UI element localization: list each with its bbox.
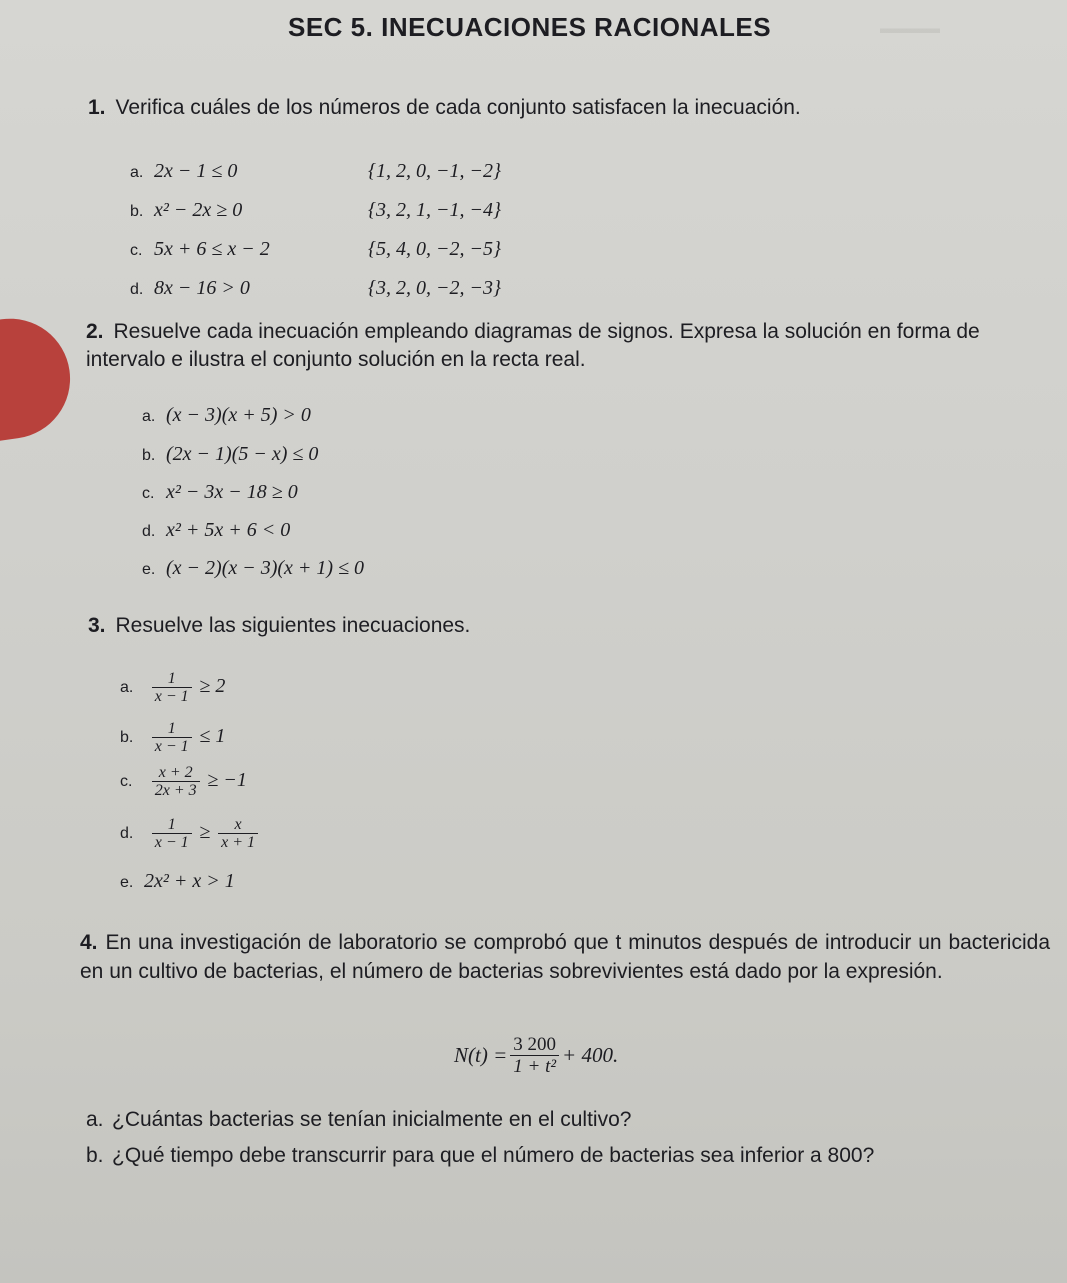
denominator: 2x + 3 [152, 781, 200, 799]
ex2-item-d [142, 519, 290, 542]
fraction [510, 1034, 559, 1077]
exercise-3-heading [88, 612, 470, 640]
ex1-set-b: {3, 2, 1, −1, −4} [368, 199, 501, 221]
red-margin-mark [0, 311, 78, 445]
inequality: (x − 3)(x + 5) > 0 [166, 404, 311, 426]
numerator: x [234, 816, 242, 833]
ex1-set-d: {3, 2, 0, −2, −3} [368, 277, 501, 299]
bacteria-formula [454, 1034, 618, 1077]
item-label: e. [142, 561, 156, 578]
ex2-item-b [142, 443, 318, 466]
ex3-item-e [120, 870, 235, 893]
fraction [152, 670, 192, 705]
fraction [152, 816, 192, 851]
denominator: x − 1 [152, 737, 192, 755]
ex1-item-b [130, 199, 242, 222]
item-label: b. [120, 728, 134, 746]
numerator: 1 [167, 670, 176, 687]
formula-rhs: + 400. [562, 1043, 619, 1067]
exercise-2-heading [86, 318, 1046, 374]
inequality: (2x − 1)(5 − x) ≤ 0 [166, 443, 319, 465]
item-label: c. [142, 485, 155, 502]
ex2-item-e [142, 557, 364, 580]
item-label: e. [120, 874, 134, 891]
exercise-3-number: 3. [88, 614, 106, 637]
ex2-item-a [142, 404, 311, 427]
formula-lhs: N(t) = [454, 1043, 508, 1067]
fraction [152, 764, 200, 799]
inequality-rest: ≥ 2 [199, 674, 226, 697]
inequality: 2x − 1 ≤ 0 [154, 160, 238, 182]
exercise-4-statement: En una investigación de laboratorio se comprobó que t minutos después de introducir un bactericida en un cultivo de bacterias, el número de bacterias sobrevivientes está dado por la expresión. [80, 931, 1050, 983]
item-label: b. [130, 203, 144, 220]
ex3-item-d [120, 816, 261, 851]
question-label: b. [86, 1144, 104, 1167]
item-label: d. [120, 824, 134, 842]
denominator: x − 1 [152, 687, 192, 705]
bleed-through-text: ▬▬▬▬ [880, 20, 940, 37]
ex1-set-c: {5, 4, 0, −2, −5} [368, 238, 501, 260]
ex2-item-c [142, 481, 298, 504]
ex4-question-b [86, 1144, 874, 1168]
inequality: x² + 5x + 6 < 0 [166, 519, 291, 541]
ex1-item-d [130, 277, 250, 300]
exercise-1-heading [88, 94, 801, 122]
page-title: SEC 5. INECUACIONES RACIONALES [288, 12, 772, 42]
inequality: 8x − 16 > 0 [154, 277, 250, 299]
numerator: 1 [167, 720, 176, 737]
ex4-question-a [86, 1108, 631, 1132]
ex1-item-a [130, 160, 237, 183]
denominator: 1 + t² [510, 1055, 559, 1077]
exercise-4-number: 4. [80, 931, 98, 954]
item-label: c. [120, 772, 133, 790]
ex1-item-c [130, 238, 270, 261]
inequality-rest: ≥ −1 [207, 768, 247, 791]
question-text: ¿Qué tiempo debe transcurrir para que el número de bacterias sea inferior a 800? [112, 1144, 875, 1167]
item-label: d. [130, 281, 144, 298]
numerator: x + 2 [158, 764, 193, 781]
item-label: a. [130, 164, 144, 181]
ex3-item-a [120, 670, 225, 705]
exercise-1-number: 1. [88, 96, 106, 119]
inequality: x² − 3x − 18 ≥ 0 [166, 481, 298, 503]
inequality-sign: ≥ [199, 820, 211, 843]
inequality: 2x² + x > 1 [144, 870, 235, 892]
question-text: ¿Cuántas bacterias se tenían inicialmente en el cultivo? [112, 1108, 632, 1131]
exercise-2-statement: Resuelve cada inecuación empleando diagramas de signos. Expresa la solución en forma de intervalo e ilustra el conjunto solución en la recta real. [86, 320, 980, 371]
exercise-3-statement: Resuelve las siguientes inecuaciones. [115, 614, 471, 637]
inequality: x² − 2x ≥ 0 [154, 199, 243, 221]
item-label: a. [142, 408, 156, 425]
exercise-2-number: 2. [86, 320, 104, 343]
ex1-set-a: {1, 2, 0, −1, −2} [368, 160, 501, 182]
inequality-rest: ≤ 1 [199, 724, 226, 747]
item-label: b. [142, 447, 156, 464]
inequality: (x − 2)(x − 3)(x + 1) ≤ 0 [166, 557, 365, 579]
denominator: x + 1 [218, 833, 258, 851]
ex3-item-c [120, 764, 247, 799]
numerator: 3 200 [513, 1034, 557, 1055]
exercise-1-statement: Verifica cuáles de los números de cada conjunto satisfacen la inecuación. [115, 96, 801, 119]
exercise-4-heading [80, 928, 1050, 986]
fraction [218, 816, 258, 851]
item-label: c. [130, 242, 143, 259]
item-label: d. [142, 523, 156, 540]
numerator: 1 [167, 816, 176, 833]
fraction [152, 720, 192, 755]
inequality: 5x + 6 ≤ x − 2 [154, 238, 270, 260]
question-label: a. [86, 1108, 104, 1131]
denominator: x − 1 [152, 833, 192, 851]
ex3-item-b [120, 720, 225, 755]
item-label: a. [120, 678, 134, 696]
